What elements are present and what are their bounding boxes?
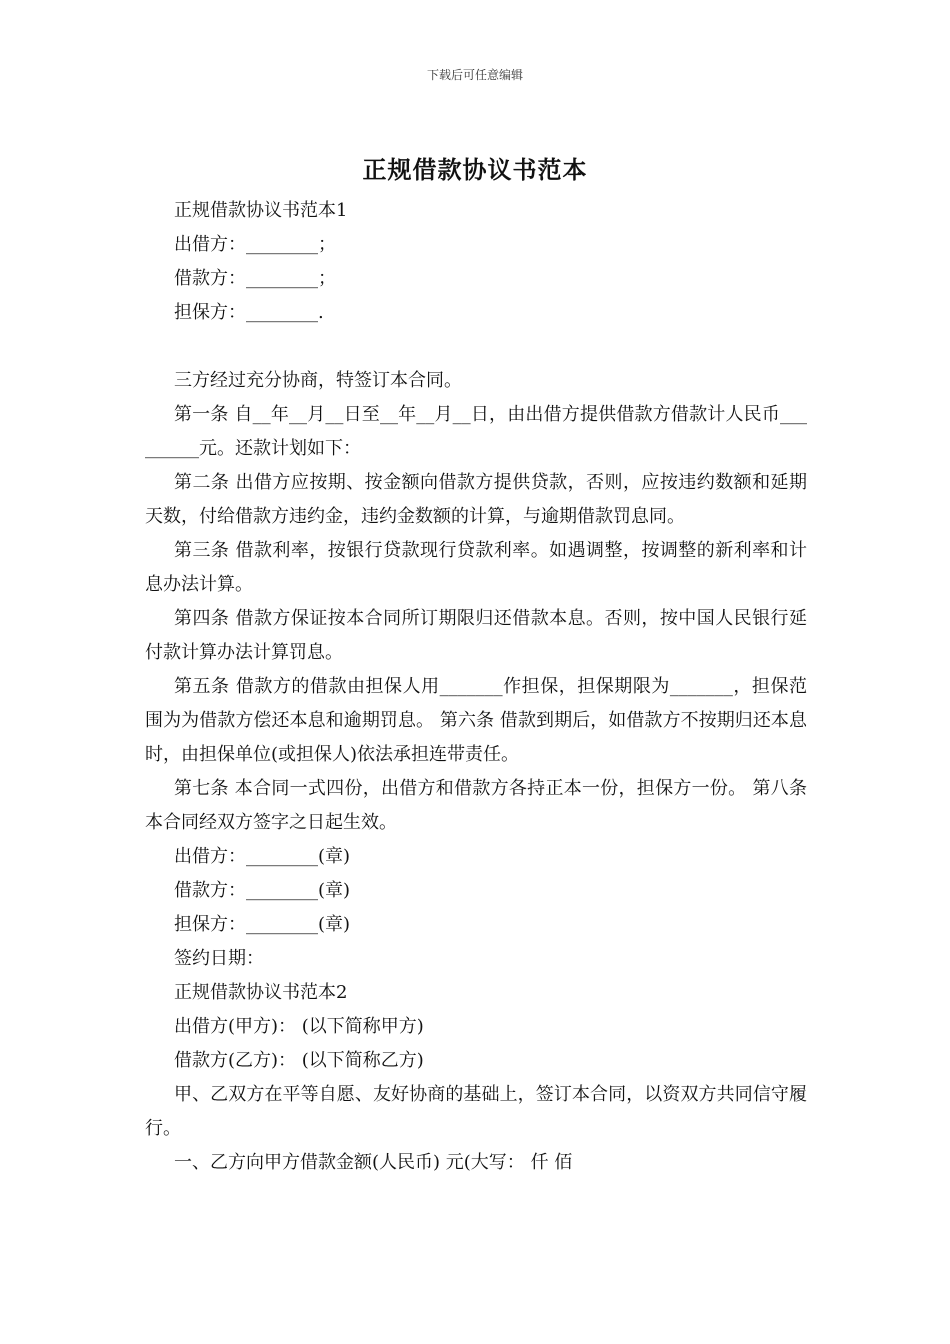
paragraph-party-a: 出借方(甲方)： (以下简称甲方) xyxy=(174,1016,424,1037)
paragraph-article-5-6: 第五条 借款方的借款由担保人用_______作担保，担保期限为_______，担保范围为为借款方偿还本息和逾期罚息。 第六条 借款到期后，如借款方不按期归还本息时，由担保单位(或担保人)依法承担连带责任。 xyxy=(145,676,807,765)
paragraph-lender: 出借方：________； xyxy=(174,234,336,255)
paragraph-article-7-8: 第七条 本合同一式四份，出借方和借款方各持正本一份，担保方一份。 第八条 本合同经双方签字之日起生效。 xyxy=(145,778,807,833)
paragraph-guarantor-seal: 担保方：________(章) xyxy=(174,914,351,935)
paragraph-preamble: 三方经过充分协商，特签订本合同。 xyxy=(174,370,462,391)
paragraph-sign-date: 签约日期： xyxy=(174,948,264,969)
paragraph-sample-2-heading: 正规借款协议书范本2 xyxy=(174,982,348,1003)
paragraph-article-4: 第四条 借款方保证按本合同所订期限归还借款本息。否则，按中国人民银行延付款计算办法计算罚息。 xyxy=(145,608,807,663)
paragraph-sample-1-heading: 正规借款协议书范本1 xyxy=(174,200,348,221)
page-header-note: 下载后可任意编辑 xyxy=(426,68,523,82)
paragraph-party-b: 借款方(乙方)： (以下简称乙方) xyxy=(174,1050,424,1071)
paragraph-article-1: 第一条 自__年__月__日至__年__月__日，由出借方提供借款方借款计人民币_________元。还款计划如下： xyxy=(145,404,808,459)
paragraph-article-3: 第三条 借款利率，按银行贷款现行贷款利率。如遇调整，按调整的新利率和计息办法计算。 xyxy=(145,540,807,595)
document-body xyxy=(145,194,807,1180)
paragraph-lender-seal: 出借方：________(章) xyxy=(174,846,351,867)
paragraph-article-2: 第二条 出借方应按期、按金额向借款方提供贷款，否则，应按违约数额和延期天数，付给借款方违约金，违约金数额的计算，与逾期借款罚息同。 xyxy=(145,472,807,527)
paragraph-borrower: 借款方：________； xyxy=(174,268,336,289)
document-title: 正规借款协议书范本 xyxy=(362,155,588,184)
paragraph-intro-2: 甲、乙双方在平等自愿、友好协商的基础上，签订本合同，以资双方共同信守履行。 xyxy=(145,1084,807,1139)
blank-line xyxy=(145,330,807,364)
paragraph-clause-1: 一、乙方向甲方借款金额(人民币) 元(大写： 仟 佰 xyxy=(174,1152,573,1173)
paragraph-guarantor: 担保方：________. xyxy=(174,302,324,323)
paragraph-borrower-seal: 借款方：________(章) xyxy=(174,880,351,901)
